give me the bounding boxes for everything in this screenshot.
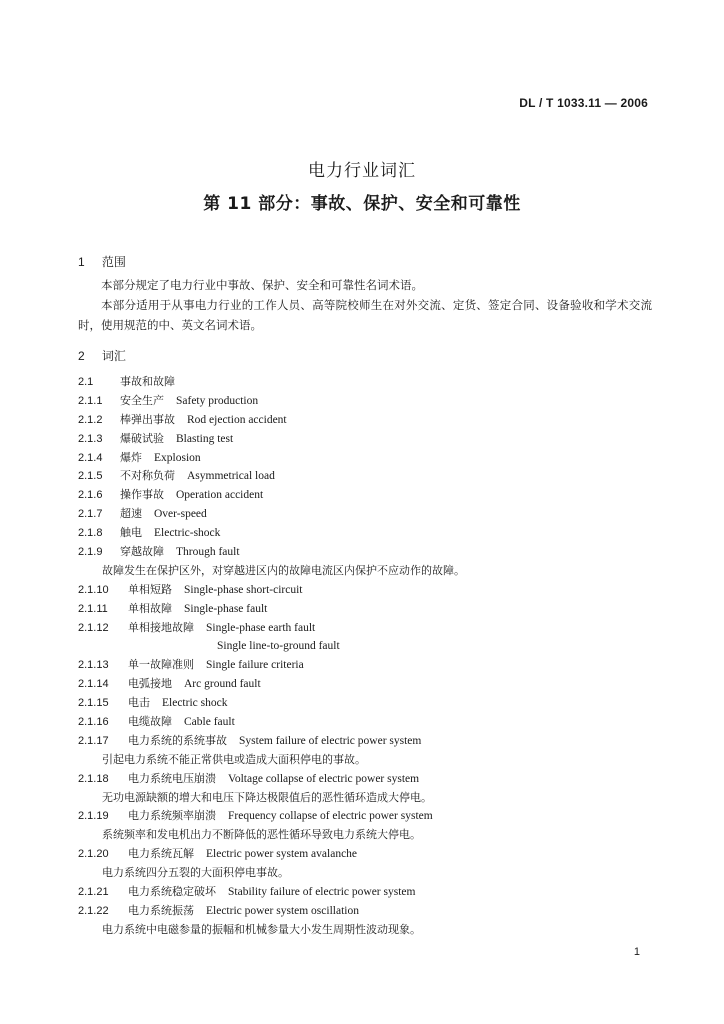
term-english: Operation accident xyxy=(176,489,264,502)
term-number: 2.1.10 xyxy=(78,583,109,596)
vocabulary-entry xyxy=(78,543,658,562)
term-english: System failure of electric power system xyxy=(239,734,422,747)
term-number: 2.1 xyxy=(78,376,94,388)
term-english: Single-phase short-circuit xyxy=(184,583,303,596)
section-1-heading xyxy=(78,253,126,270)
term-chinese: 电力系统稳定破坏 xyxy=(128,885,216,899)
term-definition: 电力系统中电磁参量的振幅和机械参量大小发生周期性波动现象。 xyxy=(102,922,421,936)
term-chinese: 电力系统的系统事故 xyxy=(128,733,227,747)
term-number: 2.1.1 xyxy=(78,394,103,407)
vocabulary-list xyxy=(78,373,658,940)
term-english: Rod ejection accident xyxy=(187,413,287,426)
standard-code: DL / T 1033.11 — 2006 xyxy=(519,96,648,110)
vocabulary-entry xyxy=(78,505,658,524)
term-definition: 无功电源缺额的增大和电压下降达极限值后的恶性循环造成大停电。 xyxy=(102,790,432,804)
term-chinese: 电击 xyxy=(128,696,150,710)
vocabulary-entry xyxy=(78,770,658,789)
vocabulary-entry xyxy=(78,373,658,392)
term-chinese: 单相接地故障 xyxy=(128,620,194,634)
term-number: 2.1.14 xyxy=(78,678,109,691)
term-definition: 系统频率和发电机出力不断降低的恶性循环导致电力系统大停电。 xyxy=(102,828,421,842)
term-definition: 故障发生在保护区外，对穿越进区内的故障电流区内保护不应动作的故障。 xyxy=(102,563,465,577)
section-number: 1 xyxy=(78,255,85,269)
document-title: 电力行业词汇 xyxy=(308,161,416,181)
term-number: 2.1.11 xyxy=(78,602,108,615)
term-chinese: 电力系统电压崩溃 xyxy=(128,771,216,785)
vocabulary-entry xyxy=(78,883,658,902)
term-number: 2.1.22 xyxy=(78,904,109,917)
term-chinese: 不对称负荷 xyxy=(120,469,175,483)
vocabulary-entry xyxy=(78,845,658,864)
term-number: 2.1.17 xyxy=(78,734,109,747)
term-number: 2.1.2 xyxy=(78,413,103,426)
term-english: Arc ground fault xyxy=(184,678,261,691)
term-chinese: 爆破试验 xyxy=(120,431,164,445)
term-number: 2.1.18 xyxy=(78,772,109,785)
vocabulary-entry xyxy=(78,449,658,468)
scope-paragraph: 本部分规定了电力行业中事故、保护、安全和可靠性名词术语。 xyxy=(101,278,423,292)
term-english: Single-phase fault xyxy=(184,602,268,615)
vocabulary-entry xyxy=(78,430,658,449)
term-number: 2.1.3 xyxy=(78,432,103,445)
term-number: 2.1.15 xyxy=(78,697,109,710)
term-chinese: 操作事故 xyxy=(120,488,164,502)
term-english: Electric shock xyxy=(162,697,228,710)
term-english: Electric power system avalanche xyxy=(206,848,358,861)
vocabulary-entry xyxy=(78,619,658,638)
vocabulary-entry xyxy=(78,694,658,713)
term-chinese: 单相短路 xyxy=(128,582,172,596)
vocabulary-entry xyxy=(78,411,658,430)
term-english: Single-phase earth fault xyxy=(206,621,316,634)
term-chinese: 触电 xyxy=(120,526,142,540)
term-english: Asymmetrical load xyxy=(187,470,275,483)
term-chinese: 穿越故障 xyxy=(120,545,164,559)
term-chinese: 电力系统频率崩溃 xyxy=(128,809,216,823)
term-chinese: 安全生产 xyxy=(120,393,164,407)
term-english: Frequency collapse of electric power system xyxy=(228,810,433,823)
term-chinese: 电缆故障 xyxy=(128,715,172,729)
term-chinese: 事故和故障 xyxy=(120,375,175,388)
vocabulary-entry xyxy=(78,675,658,694)
term-chinese: 电弧接地 xyxy=(128,677,172,691)
vocabulary-entry xyxy=(78,467,658,486)
term-english: Over-speed xyxy=(154,508,207,521)
term-number: 2.1.6 xyxy=(78,489,103,502)
term-english: Single failure criteria xyxy=(206,659,304,672)
term-english: Explosion xyxy=(154,451,201,464)
vocabulary-entry xyxy=(78,392,658,411)
page-number: 1 xyxy=(633,946,640,958)
section-2-heading xyxy=(78,347,126,364)
term-number: 2.1.20 xyxy=(78,848,109,861)
term-english: Blasting test xyxy=(176,432,234,445)
scope-paragraph: 本部分适用于从事电力行业的工作人员、高等院校师生在对外交流、定货、签定合同、设备验收和学术交流时，使用规范的中、英文名词术语。 xyxy=(78,298,652,332)
section-title: 词汇 xyxy=(101,349,126,363)
scope-text xyxy=(78,275,652,335)
term-number: 2.1.13 xyxy=(78,659,109,672)
term-chinese: 爆炸 xyxy=(120,450,142,464)
term-number: 2.1.9 xyxy=(78,546,103,559)
term-english: Stability failure of electric power system xyxy=(228,886,416,899)
vocabulary-entry xyxy=(78,807,658,826)
term-definition: 电力系统四分五裂的大面积停电事故。 xyxy=(102,866,289,880)
term-english: Cable fault xyxy=(184,716,235,729)
term-chinese: 单相故障 xyxy=(128,601,172,615)
term-number: 2.1.12 xyxy=(78,621,109,634)
vocabulary-entry xyxy=(78,656,658,675)
vocabulary-entry xyxy=(78,732,658,751)
term-chinese: 电力系统瓦解 xyxy=(128,847,194,861)
term-english: Electric-shock xyxy=(154,527,221,540)
term-number: 2.1.8 xyxy=(78,527,103,540)
term-english: Electric power system oscillation xyxy=(206,904,359,917)
vocabulary-entry xyxy=(78,524,658,543)
vocabulary-entry xyxy=(78,486,658,505)
term-chinese: 电力系统振荡 xyxy=(128,903,194,917)
term-english: Through fault xyxy=(176,546,240,559)
term-english: Single line-to-ground fault xyxy=(217,640,340,653)
term-number: 2.1.5 xyxy=(78,470,103,483)
vocabulary-entry xyxy=(78,902,658,921)
term-english: Safety production xyxy=(176,394,259,407)
term-english-alt xyxy=(78,637,658,656)
term-number: 2.1.16 xyxy=(78,716,109,729)
term-english: Voltage collapse of electric power system xyxy=(228,772,420,785)
term-definition: 引起电力系统不能正常供电或造成大面积停电的事故。 xyxy=(102,752,366,766)
term-number: 2.1.21 xyxy=(78,886,109,899)
term-chinese: 棒弹出事故 xyxy=(120,412,175,426)
section-title: 范围 xyxy=(101,255,126,269)
term-number: 2.1.7 xyxy=(78,508,103,521)
term-number: 2.1.4 xyxy=(78,451,103,464)
vocabulary-entry xyxy=(78,581,658,600)
term-chinese: 单一故障准则 xyxy=(128,658,194,672)
vocabulary-entry xyxy=(78,713,658,732)
term-number: 2.1.19 xyxy=(78,810,109,823)
term-chinese: 超速 xyxy=(120,507,142,521)
document-subtitle: 第 11 部分：事故、保护、安全和可靠性 xyxy=(203,194,521,214)
section-number: 2 xyxy=(78,349,85,363)
vocabulary-entry xyxy=(78,600,658,619)
